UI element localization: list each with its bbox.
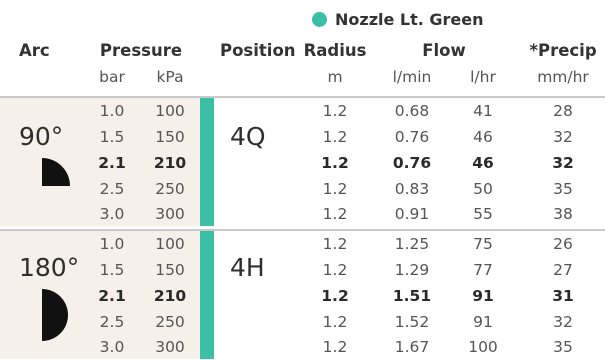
nozzle-name: Nozzle Lt. Green bbox=[335, 9, 484, 29]
header-precip: *Precip bbox=[529, 41, 597, 60]
cell-lmin: 0.91 bbox=[394, 205, 430, 223]
cell-radius: 1.2 bbox=[322, 313, 348, 331]
cell-kpa: 100 bbox=[155, 235, 185, 253]
unit-lmin: l/min bbox=[392, 68, 432, 86]
cell-lhr: 91 bbox=[472, 287, 494, 305]
cell-precip: 27 bbox=[553, 261, 573, 279]
cell-kpa: 250 bbox=[155, 313, 185, 331]
cell-radius: 1.2 bbox=[321, 154, 349, 172]
table-row bbox=[0, 231, 605, 257]
unit-precip: mm/hr bbox=[537, 68, 589, 86]
cell-lhr: 77 bbox=[473, 261, 493, 279]
position-label: 4H bbox=[230, 253, 265, 282]
table-row-highlighted bbox=[0, 283, 605, 309]
cell-bar: 2.5 bbox=[99, 313, 125, 331]
table-row bbox=[0, 201, 605, 227]
cell-precip: 28 bbox=[553, 102, 573, 120]
cell-kpa: 150 bbox=[155, 261, 185, 279]
cell-radius: 1.2 bbox=[322, 102, 348, 120]
cell-bar: 1.5 bbox=[99, 128, 125, 146]
arc-group-180 bbox=[0, 229, 605, 359]
cell-radius: 1.2 bbox=[322, 128, 348, 146]
cell-bar: 2.1 bbox=[98, 154, 126, 172]
arc-group-90 bbox=[0, 96, 605, 226]
cell-lmin: 1.52 bbox=[394, 313, 430, 331]
cell-lmin: 0.68 bbox=[394, 102, 430, 120]
unit-bar: bar bbox=[99, 68, 125, 86]
cell-lhr: 91 bbox=[473, 313, 493, 331]
table-row bbox=[0, 98, 605, 124]
cell-lhr: 75 bbox=[473, 235, 493, 253]
table-row bbox=[0, 176, 605, 202]
nozzle-color-swatch bbox=[312, 12, 327, 27]
cell-lmin: 1.51 bbox=[392, 287, 432, 305]
cell-lhr: 41 bbox=[473, 102, 493, 120]
table-row bbox=[0, 334, 605, 360]
nozzle-label bbox=[312, 8, 484, 30]
cell-precip: 35 bbox=[553, 338, 573, 356]
cell-kpa: 300 bbox=[155, 205, 185, 223]
header-flow: Flow bbox=[422, 41, 466, 60]
cell-kpa: 100 bbox=[155, 102, 185, 120]
cell-bar: 2.1 bbox=[98, 287, 126, 305]
cell-bar: 1.0 bbox=[99, 102, 125, 120]
cell-lhr: 50 bbox=[473, 180, 493, 198]
cell-bar: 1.0 bbox=[99, 235, 125, 253]
cell-lmin: 1.67 bbox=[394, 338, 430, 356]
cell-precip: 26 bbox=[553, 235, 573, 253]
cell-precip: 32 bbox=[553, 313, 573, 331]
unit-radius: m bbox=[327, 68, 343, 86]
arc-label: 180° bbox=[19, 253, 80, 282]
table-row bbox=[0, 124, 605, 150]
cell-lmin: 0.76 bbox=[392, 154, 432, 172]
cell-lmin: 1.25 bbox=[394, 235, 430, 253]
cell-bar: 3.0 bbox=[99, 205, 125, 223]
cell-bar: 3.0 bbox=[99, 338, 125, 356]
header-radius: Radius bbox=[303, 41, 367, 60]
unit-lhr: l/hr bbox=[470, 68, 496, 86]
cell-kpa: 300 bbox=[155, 338, 185, 356]
cell-lhr: 46 bbox=[473, 128, 493, 146]
header-arc: Arc bbox=[19, 41, 50, 60]
cell-precip: 35 bbox=[553, 180, 573, 198]
cell-lmin: 0.76 bbox=[394, 128, 430, 146]
header-pressure: Pressure bbox=[99, 41, 183, 60]
cell-radius: 1.2 bbox=[322, 338, 348, 356]
cell-lhr: 100 bbox=[468, 338, 498, 356]
cell-precip: 31 bbox=[552, 287, 574, 305]
cell-radius: 1.2 bbox=[322, 235, 348, 253]
cell-kpa: 210 bbox=[153, 154, 187, 172]
position-label: 4Q bbox=[230, 122, 266, 151]
arc-label: 90° bbox=[19, 122, 64, 151]
cell-bar: 1.5 bbox=[99, 261, 125, 279]
cell-radius: 1.2 bbox=[322, 180, 348, 198]
cell-radius: 1.2 bbox=[321, 287, 349, 305]
cell-radius: 1.2 bbox=[322, 261, 348, 279]
cell-precip: 32 bbox=[552, 154, 574, 172]
cell-lmin: 1.29 bbox=[394, 261, 430, 279]
unit-kpa: kPa bbox=[156, 68, 184, 86]
cell-kpa: 210 bbox=[153, 287, 187, 305]
cell-precip: 38 bbox=[553, 205, 573, 223]
table-row-highlighted bbox=[0, 150, 605, 176]
cell-bar: 2.5 bbox=[99, 180, 125, 198]
table-row bbox=[0, 309, 605, 335]
table-row bbox=[0, 257, 605, 283]
cell-kpa: 250 bbox=[155, 180, 185, 198]
cell-precip: 32 bbox=[553, 128, 573, 146]
cell-kpa: 150 bbox=[155, 128, 185, 146]
header-position: Position bbox=[220, 41, 296, 60]
cell-lmin: 0.83 bbox=[394, 180, 430, 198]
cell-lhr: 55 bbox=[473, 205, 493, 223]
cell-radius: 1.2 bbox=[322, 205, 348, 223]
cell-lhr: 46 bbox=[472, 154, 494, 172]
